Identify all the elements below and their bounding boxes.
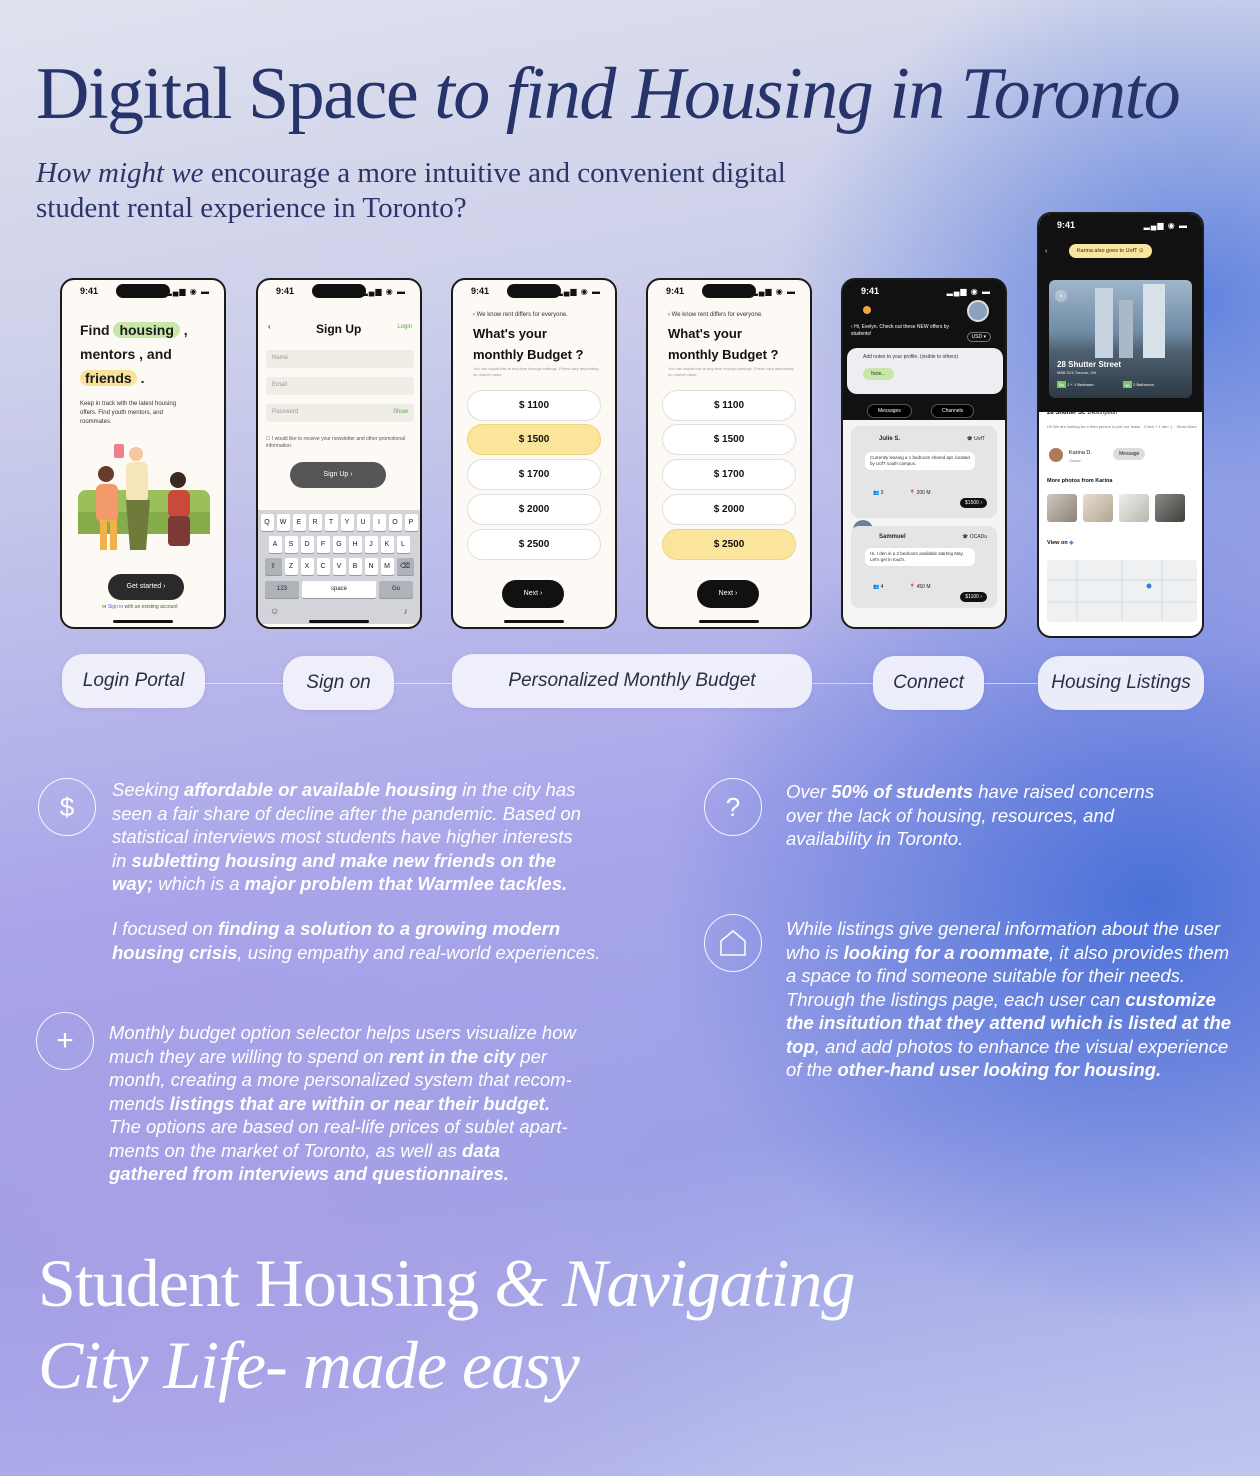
roommates-count: 👥 3 (873, 490, 884, 496)
budget-option-selected[interactable]: $ 2500 (662, 529, 796, 560)
budget-option[interactable]: $ 1700 (467, 459, 601, 490)
key[interactable]: Q (261, 514, 274, 531)
budget-option[interactable]: $ 2000 (467, 494, 601, 525)
question-icon: ? (704, 778, 762, 836)
gallery-photo[interactable] (1083, 494, 1113, 522)
section-focus: I focused on finding a solution to a growing modern housing crisis, using empathy and real-world experiences. (112, 918, 601, 963)
school-badge[interactable]: Karina also goes to UofT ⊙ (1069, 244, 1152, 258)
post-card[interactable]: Julie S. 🎓 UofT Currently leasing a 1 bedroom shared apt. located by UofT south campus. 👥 3 📍 200 M $1500 › (851, 426, 997, 518)
newsletter-checkbox[interactable]: ☐ I would like to receive your newsletter and other promotional information. (266, 436, 405, 449)
key[interactable]: T (325, 514, 338, 531)
back-chevron-icon[interactable]: ‹ (1045, 248, 1048, 255)
next-button[interactable]: Next › (502, 580, 564, 608)
login-headline: Find housing , mentors , and friends . (80, 322, 188, 386)
post-list (843, 420, 1007, 629)
key[interactable]: B (349, 558, 362, 575)
key[interactable]: P (405, 514, 418, 531)
signup-button[interactable]: Sign Up › (290, 462, 386, 488)
page-subtitle: How might we encourage a more intuitive and convenient digital student rental experience in Toronto? (36, 157, 786, 224)
label-connect: Connect (873, 656, 984, 710)
key[interactable]: R (309, 514, 322, 531)
view-on-label: View on ◈ (1047, 540, 1074, 546)
go-key[interactable]: Go (379, 581, 413, 598)
label-login-portal: Login Portal (62, 654, 205, 708)
key[interactable]: O (389, 514, 402, 531)
next-button[interactable]: Next › (697, 580, 759, 608)
prev-photo-icon[interactable]: ‹ (1055, 290, 1067, 302)
description-text: Hi! We are looking for a third person to join our lease - 2 bed + 1 den :) .. Show More (1047, 424, 1197, 429)
budget-option[interactable]: $ 1100 (662, 390, 796, 421)
notes-panel: Add notes to your profile. (visible to others) Note... (847, 348, 1003, 394)
budget-option-selected[interactable]: $ 1500 (467, 424, 601, 455)
key[interactable]: Y (341, 514, 354, 531)
budget-phone-mockup-a: 9:41 ▂▄▆ ◉ ▬ ‹ We know rent differs for everyone. What's your monthly Budget ? You can adjust this at any time through settings. Prices vary depending on market value. $ 1100 $ 1500 $ 1700 $ 2000 $ 2500 Next › (451, 278, 617, 629)
flow-connector (393, 683, 453, 684)
numbers-key[interactable]: 123 (265, 581, 299, 598)
key[interactable]: A (269, 536, 282, 553)
flow-connector (812, 683, 874, 684)
back-chevron-icon[interactable]: ‹ (268, 322, 271, 331)
status-icons: ▂▄▆ ◉ ▬ (946, 287, 991, 296)
price-button[interactable]: $1100 › (960, 592, 987, 602)
budget-option[interactable]: $ 2500 (467, 529, 601, 560)
section-affordability: Seeking affordable or available housing in the city has seen a fair share of decline after the pandemic. Based on statistical interviews most students have higher interests in subletting housing and make new friends on the way; which is a major problem that Warmlee tackles. (112, 779, 581, 894)
signin-hint: or Sign in with an existing account (102, 604, 178, 610)
gallery-photo[interactable] (1119, 494, 1149, 522)
listing-phone-mockup: 9:41 ▂▄▆ ◉ ▬ ‹ Karina also goes to UofT ⊙ ‹ 28 Shutter Street M5B 0C5 Toronto, ON 🛏 2 + 1 Bedroom 🛁 2 Bathroom 28 Shutter St. Description Hi! We are looking for a third person to join our lease - 2 bed + 1 den :) .. Show More Karina D. Owner Message More photos from Karina View on ◈ (1037, 212, 1204, 638)
footer-title: Student Housing & Navigating City Life- made easy (38, 1245, 855, 1403)
key[interactable]: V (333, 558, 346, 575)
status-icons: ▂▄▆ ◉ ▬ (556, 287, 601, 296)
budget-option[interactable]: $ 1700 (662, 459, 796, 490)
keyboard-row-3 (258, 558, 420, 575)
signin-link[interactable]: Sign in (107, 604, 124, 610)
description-title: 28 Shutter St. Description (1047, 410, 1118, 416)
school-badge: 🎓 OCADu (962, 534, 987, 540)
status-icons: ▂▄▆ ◉ ▬ (165, 287, 210, 296)
school-badge: 🎓 UofT (966, 436, 985, 442)
section-budget-selector: Monthly budget option selector helps users visualize how much they are willing to spend on rent in the city per month, creating a more personalized system that recom- mends listings that are within or near their budget. The options are based on real-life prices of sublet apart- ments on the market of Toronto, as well as data gathered from interviews and questionnaires. (109, 1022, 576, 1184)
tab-channels[interactable]: Channels (931, 404, 974, 418)
key[interactable]: D (301, 536, 314, 553)
flow-connector (204, 683, 284, 684)
label-housing-listings: Housing Listings (1038, 656, 1204, 710)
backspace-key-icon[interactable]: ⌫ (397, 558, 414, 575)
section-concerns: Over 50% of students have raised concerns over the lack of housing, resources, and availability in Toronto. (786, 781, 1155, 849)
key[interactable]: I (373, 514, 386, 531)
connect-greeting: ‹ Hi, Evelyn. Check out these NEW offers by students! (851, 324, 950, 337)
key[interactable]: X (301, 558, 314, 575)
key[interactable]: K (381, 536, 394, 553)
email-field[interactable]: Email (266, 377, 414, 395)
friends-illustration (74, 440, 214, 560)
price-button[interactable]: $1500 › (960, 498, 987, 508)
login-phone-mockup: 9:41 ▂▄▆ ◉ ▬ Find housing , mentors , and friends . Keep in track with the latest housing offers. Find youth mentors, and roommates. Get started › or Sign in with an existing account (60, 278, 226, 629)
password-field[interactable]: Password Show (266, 404, 414, 422)
currency-select[interactable]: USD ▾ (967, 332, 991, 342)
keyboard-row-2 (258, 536, 420, 553)
signup-phone-mockup: 9:41 ▂▄▆ ◉ ▬ ‹ Sign Up Login Name Email Password Show ☐ I would like to receive your newsletter and other promotional information. Sign Up › Q W E R T Y U I O P A S D F G H J K L ⇧ Z X C V B N M ⌫ 123 space Go ☺ ♪ (256, 278, 422, 629)
budget-option[interactable]: $ 1100 (467, 390, 601, 421)
key[interactable]: H (349, 536, 362, 553)
map-preview[interactable] (1047, 560, 1197, 622)
key[interactable]: C (317, 558, 330, 575)
baths-badge: 🛁 2 Bathroom (1125, 382, 1154, 387)
shift-key-icon[interactable]: ⇧ (265, 558, 282, 575)
show-password-toggle[interactable]: Show (392, 409, 408, 415)
key[interactable]: G (333, 536, 346, 553)
tab-messages[interactable]: Messages (867, 404, 912, 418)
dollar-icon: $ (38, 778, 96, 836)
key[interactable]: J (365, 536, 378, 553)
key[interactable]: N (365, 558, 378, 575)
maps-icon[interactable]: ◈ (1069, 540, 1074, 546)
key[interactable]: W (277, 514, 290, 531)
key[interactable]: Z (285, 558, 298, 575)
budget-option[interactable]: $ 2000 (662, 494, 796, 525)
status-icons: ▂▄▆ ◉ ▬ (751, 287, 796, 296)
name-field[interactable]: Name (266, 350, 414, 368)
get-started-button[interactable]: Get started › (108, 574, 184, 600)
message-button[interactable]: Message (1113, 448, 1145, 460)
space-key[interactable]: space (302, 581, 376, 598)
keyboard-row-1 (258, 514, 420, 531)
keyboard[interactable] (258, 510, 420, 624)
gallery-photo[interactable] (1047, 494, 1077, 522)
post-card[interactable]: Sammuel 🎓 OCADu Hi, I den in a 2 bedroom available starting May. Let's get in touch. 👥 4 📍 450 M $1100 › (851, 526, 997, 608)
connect-phone-mockup: 9:41 ▂▄▆ ◉ ▬ ‹ Hi, Evelyn. Check out these NEW offers by students! USD ▾ Add notes to your profile. (visible to others) Note... Messages Channels Julie S. 🎓 UofT Currently leasing a 1 bedroom shared apt. located by UofT south campus. 👥 3 📍 200 M $1500 › Sammuel 🎓 OCADu Hi, I den in a 2 bedroom available starting May. Let's get in touch. 👥 4 📍 450 M $1100 › (841, 278, 1007, 629)
flow-connector (983, 683, 1039, 684)
gallery-photo[interactable] (1155, 494, 1185, 522)
key[interactable]: U (357, 514, 370, 531)
beds-badge: 🛏 2 + 1 Bedroom (1059, 382, 1094, 387)
status-icons: ▂▄▆ ◉ ▬ (361, 287, 406, 296)
label-monthly-budget: Personalized Monthly Budget (452, 654, 812, 708)
distance: 📍 200 M (909, 490, 931, 496)
page-title: Digital Space to find Housing in Toronto (36, 53, 1180, 135)
key[interactable]: M (381, 558, 394, 575)
house-icon (704, 914, 762, 972)
section-listings: While listings give general information about the user who is looking for a roommate, it also provides them a space to find someone suitable for their needs. Through the listings page, each user can customize the insitution that they attend which is listed at the top, and add photos to enhance the visual experience of the other-hand user looking for housing. (786, 918, 1232, 1080)
sun-icon (863, 306, 871, 314)
listing-photo[interactable]: ‹ 28 Shutter Street M5B 0C5 Toronto, ON 🛏 2 + 1 Bedroom 🛁 2 Bathroom (1049, 280, 1192, 398)
avatar[interactable] (967, 300, 989, 322)
microphone-icon[interactable]: ♪ (403, 606, 408, 616)
owner-avatar (1049, 448, 1063, 462)
budget-phone-mockup-b: 9:41 ▂▄▆ ◉ ▬ ‹ We know rent differs for everyone. What's your monthly Budget ? You can adjust this at any time through settings. Prices vary depending on market value. $ 1100 $ 1500 $ 1700 $ 2000 $ 2500 Next › (646, 278, 812, 629)
key[interactable]: E (293, 514, 306, 531)
roommates-count: 👥 4 (873, 584, 884, 590)
status-icons: ▂▄▆ ◉ ▬ (1143, 221, 1188, 230)
budget-option[interactable]: $ 1500 (662, 424, 796, 455)
key[interactable]: L (397, 536, 410, 553)
note-chip[interactable]: Note... (863, 368, 894, 380)
login-link[interactable]: Login (397, 324, 412, 330)
key[interactable]: F (317, 536, 330, 553)
signup-title: Sign Up (316, 322, 362, 336)
emoji-icon[interactable]: ☺ (270, 606, 280, 616)
plus-icon: + (36, 1012, 94, 1070)
label-sign-on: Sign on (283, 656, 394, 710)
key[interactable]: S (285, 536, 298, 553)
keyboard-row-4 (258, 581, 420, 598)
distance: 📍 450 M (909, 584, 931, 590)
